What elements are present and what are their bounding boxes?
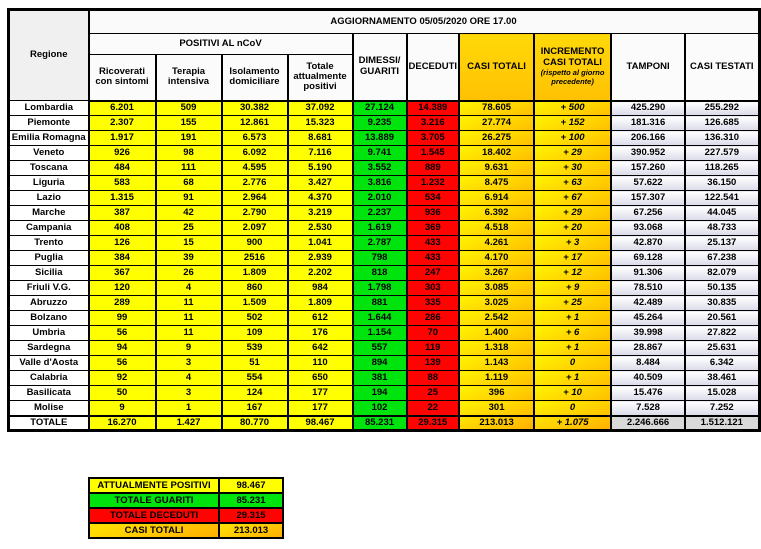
value-cell: + 500: [534, 101, 611, 116]
column-header-tamponi: TAMPONI: [611, 34, 685, 101]
value-cell: 3: [156, 356, 222, 371]
value-cell: 4: [156, 281, 222, 296]
value-cell: 396: [459, 386, 534, 401]
value-cell: 42.870: [611, 236, 685, 251]
value-cell: 28.867: [611, 341, 685, 356]
summary-value: 85.231: [219, 493, 283, 508]
value-cell: 2.787: [353, 236, 407, 251]
value-cell: 1.154: [353, 326, 407, 341]
value-cell: 155: [156, 116, 222, 131]
value-cell: 8.475: [459, 176, 534, 191]
value-cell: 1.798: [353, 281, 407, 296]
value-cell: 94: [89, 341, 156, 356]
value-cell: 255.292: [685, 101, 759, 116]
value-cell: + 29: [534, 146, 611, 161]
summary-row-totale-deceduti: [89, 508, 283, 523]
value-cell: 1: [156, 401, 222, 416]
value-cell: 18.402: [459, 146, 534, 161]
positivi-group-header: POSITIVI AL nCoV: [89, 34, 353, 55]
value-cell: 6.914: [459, 191, 534, 206]
value-cell: 25: [407, 386, 460, 401]
value-cell: 67.238: [685, 251, 759, 266]
value-cell: 1.619: [353, 221, 407, 236]
value-cell: 176: [288, 326, 353, 341]
value-cell: 25: [156, 221, 222, 236]
covid-regions-table: [7, 8, 761, 432]
table-row: [9, 371, 760, 386]
summary-label: TOTALE DECEDUTI: [89, 508, 219, 523]
value-cell: 78.510: [611, 281, 685, 296]
value-cell: 3.025: [459, 296, 534, 311]
value-cell: 40.509: [611, 371, 685, 386]
table-title: AGGIORNAMENTO 05/05/2020 ORE 17.00: [89, 10, 760, 34]
table-row: [9, 401, 760, 416]
table-row: [9, 176, 760, 191]
value-cell: 26.275: [459, 131, 534, 146]
value-cell: 642: [288, 341, 353, 356]
value-cell: 67.256: [611, 206, 685, 221]
value-cell: 9.235: [353, 116, 407, 131]
value-cell: 25.631: [685, 341, 759, 356]
value-cell: 50: [89, 386, 156, 401]
value-cell: 6.392: [459, 206, 534, 221]
value-cell: + 1: [534, 311, 611, 326]
value-cell: 26: [156, 266, 222, 281]
value-cell: 177: [288, 386, 353, 401]
value-cell: 303: [407, 281, 460, 296]
region-name-cell: Umbria: [9, 326, 89, 341]
value-cell: 56: [89, 356, 156, 371]
value-cell: 8.484: [611, 356, 685, 371]
value-cell: 4.370: [288, 191, 353, 206]
region-name-cell: Friuli V.G.: [9, 281, 89, 296]
region-name-cell: Calabria: [9, 371, 89, 386]
region-name-cell: Emilia Romagna: [9, 131, 89, 146]
value-cell: 6.342: [685, 356, 759, 371]
value-cell: 56: [89, 326, 156, 341]
value-cell: 29.315: [407, 416, 460, 431]
value-cell: 14.389: [407, 101, 460, 116]
table-row: [9, 356, 760, 371]
value-cell: 13.889: [353, 131, 407, 146]
value-cell: 818: [353, 266, 407, 281]
value-cell: 2.939: [288, 251, 353, 266]
value-cell: 926: [89, 146, 156, 161]
value-cell: 1.119: [459, 371, 534, 386]
value-cell: 57.622: [611, 176, 685, 191]
value-cell: 6.573: [222, 131, 288, 146]
value-cell: 12.861: [222, 116, 288, 131]
value-cell: 11: [156, 296, 222, 311]
column-header-dimessi-guariti: DIMESSI/ GUARITI: [353, 34, 407, 101]
value-cell: 126: [89, 236, 156, 251]
value-cell: 3.816: [353, 176, 407, 191]
summary-value: 29.315: [219, 508, 283, 523]
value-cell: 194: [353, 386, 407, 401]
value-cell: 936: [407, 206, 460, 221]
value-cell: + 1.075: [534, 416, 611, 431]
region-name-cell: Molise: [9, 401, 89, 416]
value-cell: 124: [222, 386, 288, 401]
value-cell: 157.260: [611, 161, 685, 176]
value-cell: 612: [288, 311, 353, 326]
value-cell: 111: [156, 161, 222, 176]
value-cell: 93.068: [611, 221, 685, 236]
region-name-cell: Piemonte: [9, 116, 89, 131]
value-cell: 484: [89, 161, 156, 176]
value-cell: 157.307: [611, 191, 685, 206]
value-cell: 3.219: [288, 206, 353, 221]
value-cell: 335: [407, 296, 460, 311]
value-cell: 27.822: [685, 326, 759, 341]
value-cell: 15: [156, 236, 222, 251]
value-cell: 7.116: [288, 146, 353, 161]
group-header-row: [9, 34, 760, 55]
value-cell: 2.246.666: [611, 416, 685, 431]
value-cell: 408: [89, 221, 156, 236]
value-cell: 11: [156, 311, 222, 326]
value-cell: 984: [288, 281, 353, 296]
value-cell: 2.010: [353, 191, 407, 206]
value-cell: 118.265: [685, 161, 759, 176]
value-cell: 390.952: [611, 146, 685, 161]
value-cell: 1.400: [459, 326, 534, 341]
value-cell: 2.237: [353, 206, 407, 221]
value-cell: 191: [156, 131, 222, 146]
summary-row-attualmente-positivi: [89, 478, 283, 493]
value-cell: + 20: [534, 221, 611, 236]
region-name-cell: Basilicata: [9, 386, 89, 401]
value-cell: 4.518: [459, 221, 534, 236]
summary-row-totale-guariti: [89, 493, 283, 508]
value-cell: 1.809: [222, 266, 288, 281]
value-cell: 78.605: [459, 101, 534, 116]
value-cell: 7.528: [611, 401, 685, 416]
value-cell: 181.316: [611, 116, 685, 131]
value-cell: 2.790: [222, 206, 288, 221]
value-cell: 1.512.121: [685, 416, 759, 431]
value-cell: 82.079: [685, 266, 759, 281]
subheader-isolamento-domiciliare: Isolamento domiciliare: [222, 55, 288, 101]
summary-label: ATTUALMENTE POSITIVI: [89, 478, 219, 493]
value-cell: 1.545: [407, 146, 460, 161]
value-cell: + 12: [534, 266, 611, 281]
value-cell: + 67: [534, 191, 611, 206]
value-cell: 50.135: [685, 281, 759, 296]
table-row: [9, 116, 760, 131]
value-cell: 1.917: [89, 131, 156, 146]
summary-label: CASI TOTALI: [89, 523, 219, 538]
value-cell: 15.028: [685, 386, 759, 401]
value-cell: 8.681: [288, 131, 353, 146]
value-cell: 48.733: [685, 221, 759, 236]
table-row: [9, 296, 760, 311]
value-cell: 3.216: [407, 116, 460, 131]
value-cell: 881: [353, 296, 407, 311]
value-cell: 900: [222, 236, 288, 251]
value-cell: 30.835: [685, 296, 759, 311]
value-cell: 2.542: [459, 311, 534, 326]
value-cell: 2.776: [222, 176, 288, 191]
value-cell: + 10: [534, 386, 611, 401]
value-cell: 42.489: [611, 296, 685, 311]
value-cell: 42: [156, 206, 222, 221]
value-cell: 37.092: [288, 101, 353, 116]
value-cell: 650: [288, 371, 353, 386]
table-row: [9, 266, 760, 281]
value-cell: 3.267: [459, 266, 534, 281]
table-row: [9, 131, 760, 146]
table-row: [9, 341, 760, 356]
value-cell: 433: [407, 236, 460, 251]
region-name-cell: Marche: [9, 206, 89, 221]
value-cell: 22: [407, 401, 460, 416]
value-cell: 1.427: [156, 416, 222, 431]
value-cell: 502: [222, 311, 288, 326]
region-name-cell: Liguria: [9, 176, 89, 191]
incremento-header-label: INCREMENTO CASI TOTALI: [540, 46, 605, 68]
value-cell: 45.264: [611, 311, 685, 326]
value-cell: + 17: [534, 251, 611, 266]
value-cell: 177: [288, 401, 353, 416]
value-cell: 9.631: [459, 161, 534, 176]
value-cell: 69.128: [611, 251, 685, 266]
value-cell: 3.427: [288, 176, 353, 191]
region-name-cell: Lombardia: [9, 101, 89, 116]
value-cell: 126.685: [685, 116, 759, 131]
value-cell: 1.318: [459, 341, 534, 356]
value-cell: 44.045: [685, 206, 759, 221]
value-cell: 4.170: [459, 251, 534, 266]
region-name-cell: Puglia: [9, 251, 89, 266]
table-row: [9, 281, 760, 296]
value-cell: 122.541: [685, 191, 759, 206]
region-name-cell: Campania: [9, 221, 89, 236]
column-header-deceduti: DECEDUTI: [407, 34, 460, 101]
value-cell: 30.382: [222, 101, 288, 116]
region-name-cell: Valle d'Aosta: [9, 356, 89, 371]
value-cell: 1.644: [353, 311, 407, 326]
value-cell: 7.252: [685, 401, 759, 416]
region-column-header: Regione: [9, 10, 89, 101]
summary-value: 213.013: [219, 523, 283, 538]
value-cell: 136.310: [685, 131, 759, 146]
value-cell: 301: [459, 401, 534, 416]
region-name-cell: Toscana: [9, 161, 89, 176]
total-row: [9, 416, 760, 431]
value-cell: 98.467: [288, 416, 353, 431]
value-cell: + 152: [534, 116, 611, 131]
value-cell: 6.201: [89, 101, 156, 116]
value-cell: 120: [89, 281, 156, 296]
value-cell: + 1: [534, 371, 611, 386]
table-row: [9, 191, 760, 206]
subheader-totale-attualmente-positivi: Totale attualmente positivi: [288, 55, 353, 101]
summary-row-casi-totali: [89, 523, 283, 538]
value-cell: 20.561: [685, 311, 759, 326]
value-cell: 98: [156, 146, 222, 161]
value-cell: 1.809: [288, 296, 353, 311]
value-cell: + 9: [534, 281, 611, 296]
value-cell: 25.137: [685, 236, 759, 251]
incremento-header-note: (rispetto al giorno precedente): [540, 68, 605, 87]
value-cell: 80.770: [222, 416, 288, 431]
region-name-cell: Veneto: [9, 146, 89, 161]
value-cell: 554: [222, 371, 288, 386]
subheader-terapia-intensiva: Terapia intensiva: [156, 55, 222, 101]
table-row: [9, 326, 760, 341]
value-cell: 1.315: [89, 191, 156, 206]
value-cell: 91.306: [611, 266, 685, 281]
value-cell: 367: [89, 266, 156, 281]
value-cell: + 1: [534, 341, 611, 356]
value-cell: 15.323: [288, 116, 353, 131]
value-cell: 2.097: [222, 221, 288, 236]
value-cell: 88: [407, 371, 460, 386]
value-cell: 0: [534, 356, 611, 371]
value-cell: 6.092: [222, 146, 288, 161]
value-cell: 1.232: [407, 176, 460, 191]
value-cell: 119: [407, 341, 460, 356]
summary-label: TOTALE GUARITI: [89, 493, 219, 508]
value-cell: 4.595: [222, 161, 288, 176]
value-cell: 213.013: [459, 416, 534, 431]
value-cell: 39.998: [611, 326, 685, 341]
value-cell: 369: [407, 221, 460, 236]
value-cell: 92: [89, 371, 156, 386]
value-cell: 1.509: [222, 296, 288, 311]
value-cell: 247: [407, 266, 460, 281]
column-header-incremento-casi-totali: [534, 34, 611, 101]
value-cell: 70: [407, 326, 460, 341]
value-cell: 102: [353, 401, 407, 416]
value-cell: 2516: [222, 251, 288, 266]
value-cell: 1.143: [459, 356, 534, 371]
table-row: [9, 206, 760, 221]
table-row: [9, 146, 760, 161]
value-cell: 384: [89, 251, 156, 266]
value-cell: + 25: [534, 296, 611, 311]
region-name-cell: Sardegna: [9, 341, 89, 356]
value-cell: 4: [156, 371, 222, 386]
value-cell: 539: [222, 341, 288, 356]
value-cell: 894: [353, 356, 407, 371]
value-cell: 9: [156, 341, 222, 356]
region-name-cell: Abruzzo: [9, 296, 89, 311]
value-cell: 3.705: [407, 131, 460, 146]
value-cell: 139: [407, 356, 460, 371]
value-cell: 4.261: [459, 236, 534, 251]
value-cell: 5.190: [288, 161, 353, 176]
value-cell: 534: [407, 191, 460, 206]
value-cell: 27.774: [459, 116, 534, 131]
value-cell: 9: [89, 401, 156, 416]
value-cell: 2.307: [89, 116, 156, 131]
value-cell: 3: [156, 386, 222, 401]
value-cell: + 30: [534, 161, 611, 176]
summary-value: 98.467: [219, 478, 283, 493]
value-cell: 16.270: [89, 416, 156, 431]
table-row: [9, 221, 760, 236]
value-cell: 167: [222, 401, 288, 416]
region-name-cell: Trento: [9, 236, 89, 251]
value-cell: 38.461: [685, 371, 759, 386]
value-cell: 11: [156, 326, 222, 341]
value-cell: 227.579: [685, 146, 759, 161]
value-cell: 509: [156, 101, 222, 116]
value-cell: + 100: [534, 131, 611, 146]
value-cell: 51: [222, 356, 288, 371]
value-cell: 85.231: [353, 416, 407, 431]
title-row: [9, 10, 760, 34]
table-row: [9, 161, 760, 176]
value-cell: 36.150: [685, 176, 759, 191]
value-cell: 27.124: [353, 101, 407, 116]
value-cell: 557: [353, 341, 407, 356]
table-row: [9, 311, 760, 326]
value-cell: 99: [89, 311, 156, 326]
value-cell: 860: [222, 281, 288, 296]
table-row: [9, 386, 760, 401]
value-cell: + 3: [534, 236, 611, 251]
region-name-cell: Bolzano: [9, 311, 89, 326]
value-cell: 0: [534, 401, 611, 416]
value-cell: 289: [89, 296, 156, 311]
value-cell: 1.041: [288, 236, 353, 251]
value-cell: + 63: [534, 176, 611, 191]
value-cell: 387: [89, 206, 156, 221]
value-cell: 3.552: [353, 161, 407, 176]
value-cell: 2.964: [222, 191, 288, 206]
value-cell: 9.741: [353, 146, 407, 161]
value-cell: 39: [156, 251, 222, 266]
column-header-casi-totali: CASI TOTALI: [459, 34, 534, 101]
region-name-cell: Lazio: [9, 191, 89, 206]
value-cell: 433: [407, 251, 460, 266]
region-name-cell: Sicilia: [9, 266, 89, 281]
table-row: [9, 101, 760, 116]
value-cell: 583: [89, 176, 156, 191]
value-cell: 15.476: [611, 386, 685, 401]
subheader-ricoverati-con-sintomi: Ricoverati con sintomi: [89, 55, 156, 101]
value-cell: 889: [407, 161, 460, 176]
value-cell: 286: [407, 311, 460, 326]
value-cell: 3.085: [459, 281, 534, 296]
value-cell: 381: [353, 371, 407, 386]
value-cell: 2.530: [288, 221, 353, 236]
value-cell: + 29: [534, 206, 611, 221]
column-header-casi-testati: CASI TESTATI: [685, 34, 759, 101]
value-cell: 206.166: [611, 131, 685, 146]
value-cell: 110: [288, 356, 353, 371]
table-row: [9, 236, 760, 251]
total-label-cell: TOTALE: [9, 416, 89, 431]
value-cell: 109: [222, 326, 288, 341]
value-cell: 91: [156, 191, 222, 206]
value-cell: 2.202: [288, 266, 353, 281]
value-cell: + 6: [534, 326, 611, 341]
value-cell: 425.290: [611, 101, 685, 116]
value-cell: 68: [156, 176, 222, 191]
summary-table: [88, 477, 284, 539]
table-row: [9, 251, 760, 266]
value-cell: 798: [353, 251, 407, 266]
